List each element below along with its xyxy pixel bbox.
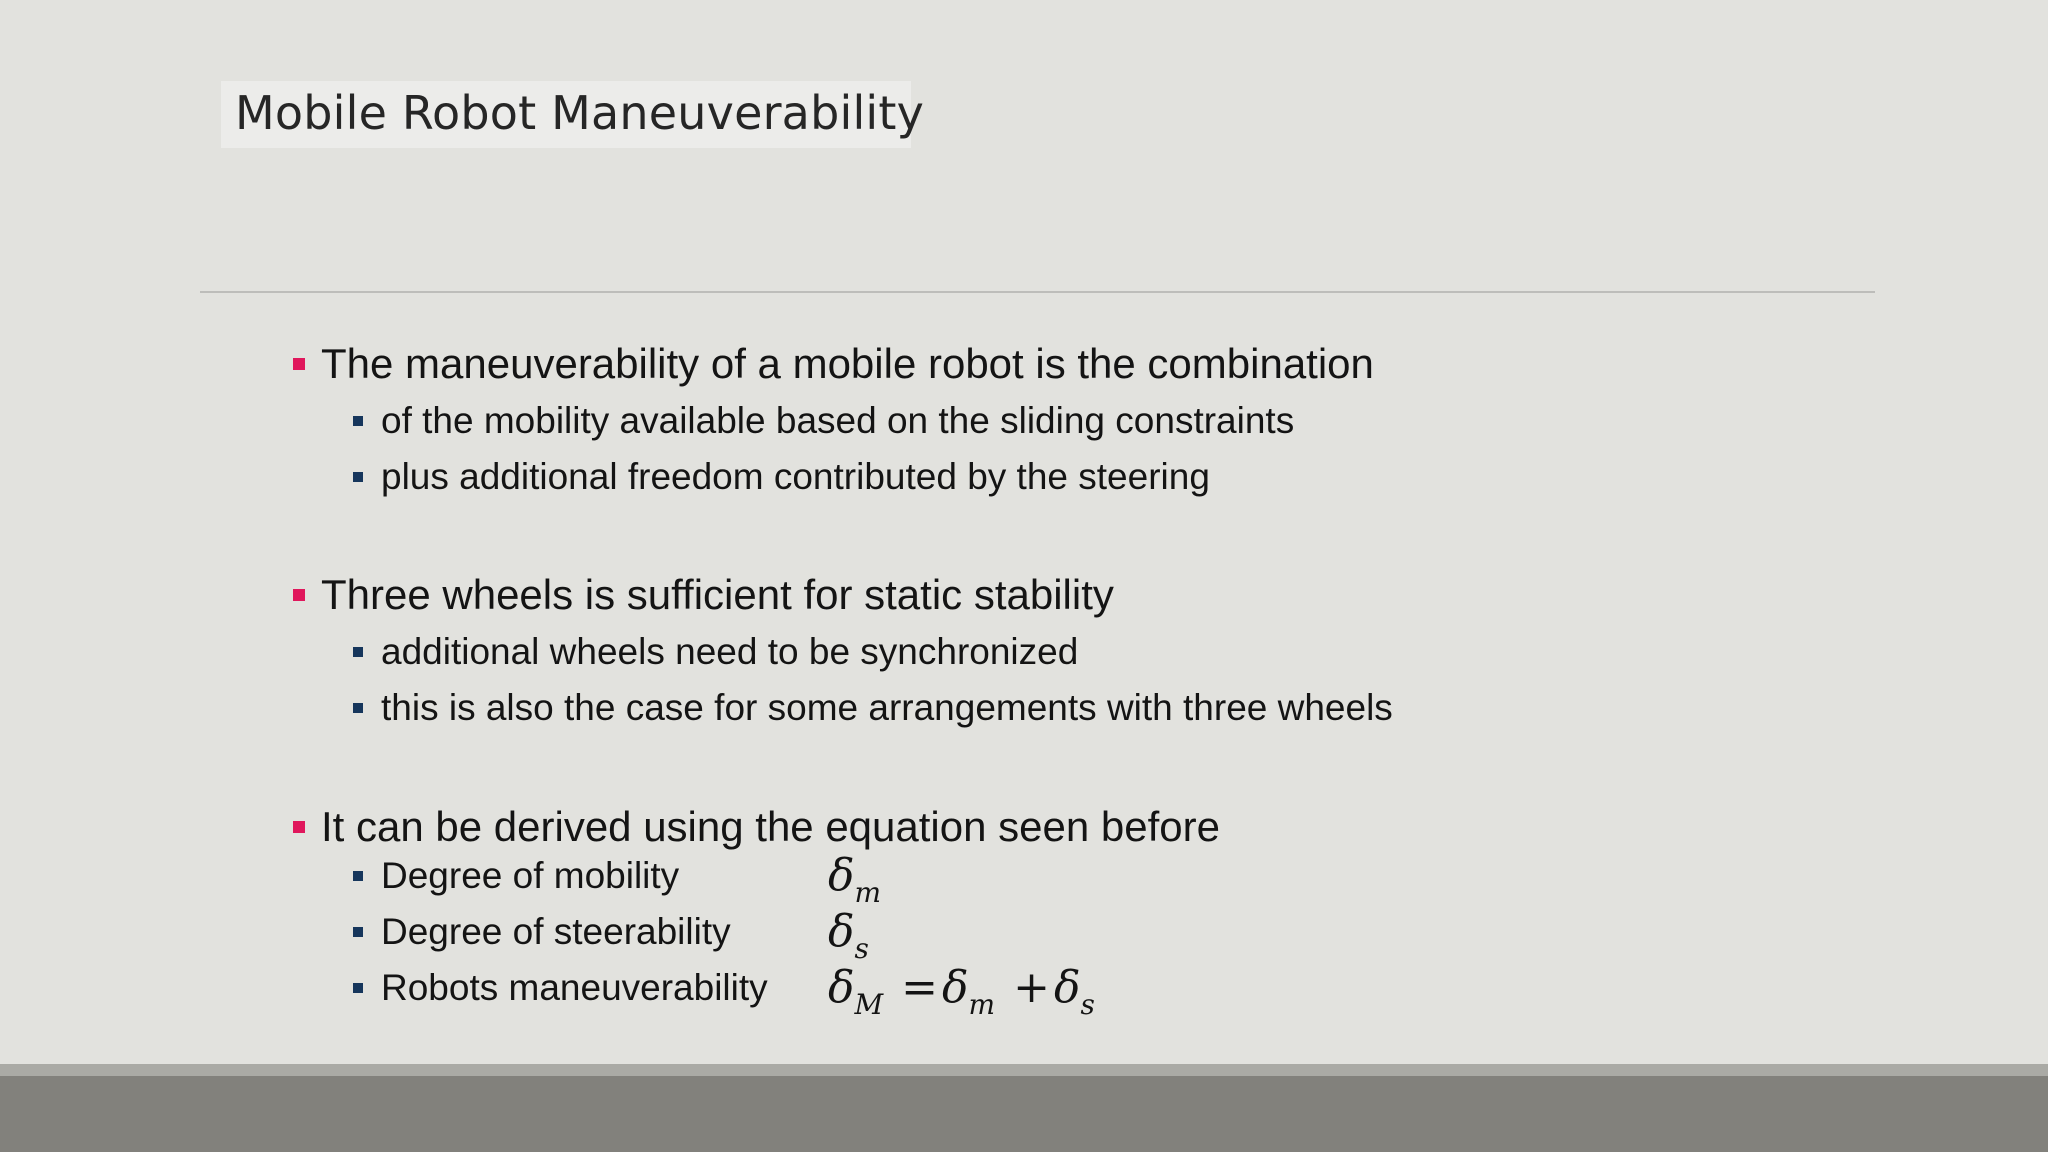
formula-delta-m xyxy=(828,850,882,909)
subscript-s: s xyxy=(854,932,869,965)
subscript-M: M xyxy=(854,988,884,1021)
subscript-s: s xyxy=(1080,988,1095,1021)
sub-bullet-marker xyxy=(353,416,363,426)
bullet-3-sub-1-text: Degree of mobility xyxy=(381,855,680,896)
plus-sign: + xyxy=(1013,962,1050,1013)
footer-bar xyxy=(0,1076,2048,1152)
bullet-2-sub-2 xyxy=(353,687,1393,729)
bullet-3-sub-3 xyxy=(353,967,768,1009)
delta-symbol: δ xyxy=(1053,962,1081,1013)
sub-bullet-marker xyxy=(353,703,363,713)
bullet-3-sub-1 xyxy=(353,855,679,897)
sub-bullet-marker xyxy=(353,927,363,937)
delta-symbol: δ xyxy=(828,962,855,1013)
sub-bullet-marker xyxy=(353,871,363,881)
sub-bullet-marker xyxy=(353,472,363,482)
bullet-3-sub-2-text: Degree of steerability xyxy=(381,911,731,952)
bullet-1-sub-1 xyxy=(353,400,1294,442)
formula-maneuverability xyxy=(828,962,1095,1021)
bullet-3 xyxy=(293,803,1220,851)
bullet-3-text: It can be derived using the equation seen before xyxy=(321,803,1220,850)
bullet-1-sub-1-text: of the mobility available based on the sliding constraints xyxy=(381,400,1295,441)
bullet-marker xyxy=(293,821,305,833)
bullet-1-sub-2 xyxy=(353,456,1210,498)
bullet-1-text: The maneuverability of a mobile robot is the combination xyxy=(321,340,1374,387)
bullet-2-sub-1-text: additional wheels need to be synchronized xyxy=(381,631,1079,672)
bullet-2-sub-2-text: this is also the case for some arrangements with three wheels xyxy=(381,687,1393,728)
subscript-m: m xyxy=(854,876,882,909)
equals-sign: = xyxy=(901,962,939,1013)
bullet-3-sub-3-text: Robots maneuverability xyxy=(381,967,768,1008)
bullet-marker xyxy=(293,358,305,370)
subscript-m: m xyxy=(968,988,996,1021)
bullet-2-text: Three wheels is sufficient for static stability xyxy=(321,571,1114,618)
bullet-1-sub-2-text: plus additional freedom contributed by the steering xyxy=(381,456,1210,497)
footer-stripe xyxy=(0,1064,2048,1076)
sub-bullet-marker xyxy=(353,647,363,657)
slide-title: Mobile Robot Maneuverability xyxy=(235,86,925,140)
delta-symbol: δ xyxy=(828,906,855,957)
formula-delta-s xyxy=(828,906,869,965)
delta-symbol: δ xyxy=(828,850,855,901)
bullet-2-sub-1 xyxy=(353,631,1078,673)
title-divider xyxy=(200,291,1875,293)
bullet-3-sub-2 xyxy=(353,911,731,953)
bullet-marker xyxy=(293,589,305,601)
bullet-1 xyxy=(293,340,1374,388)
delta-symbol: δ xyxy=(942,962,969,1013)
sub-bullet-marker xyxy=(353,983,363,993)
bullet-2 xyxy=(293,571,1114,619)
